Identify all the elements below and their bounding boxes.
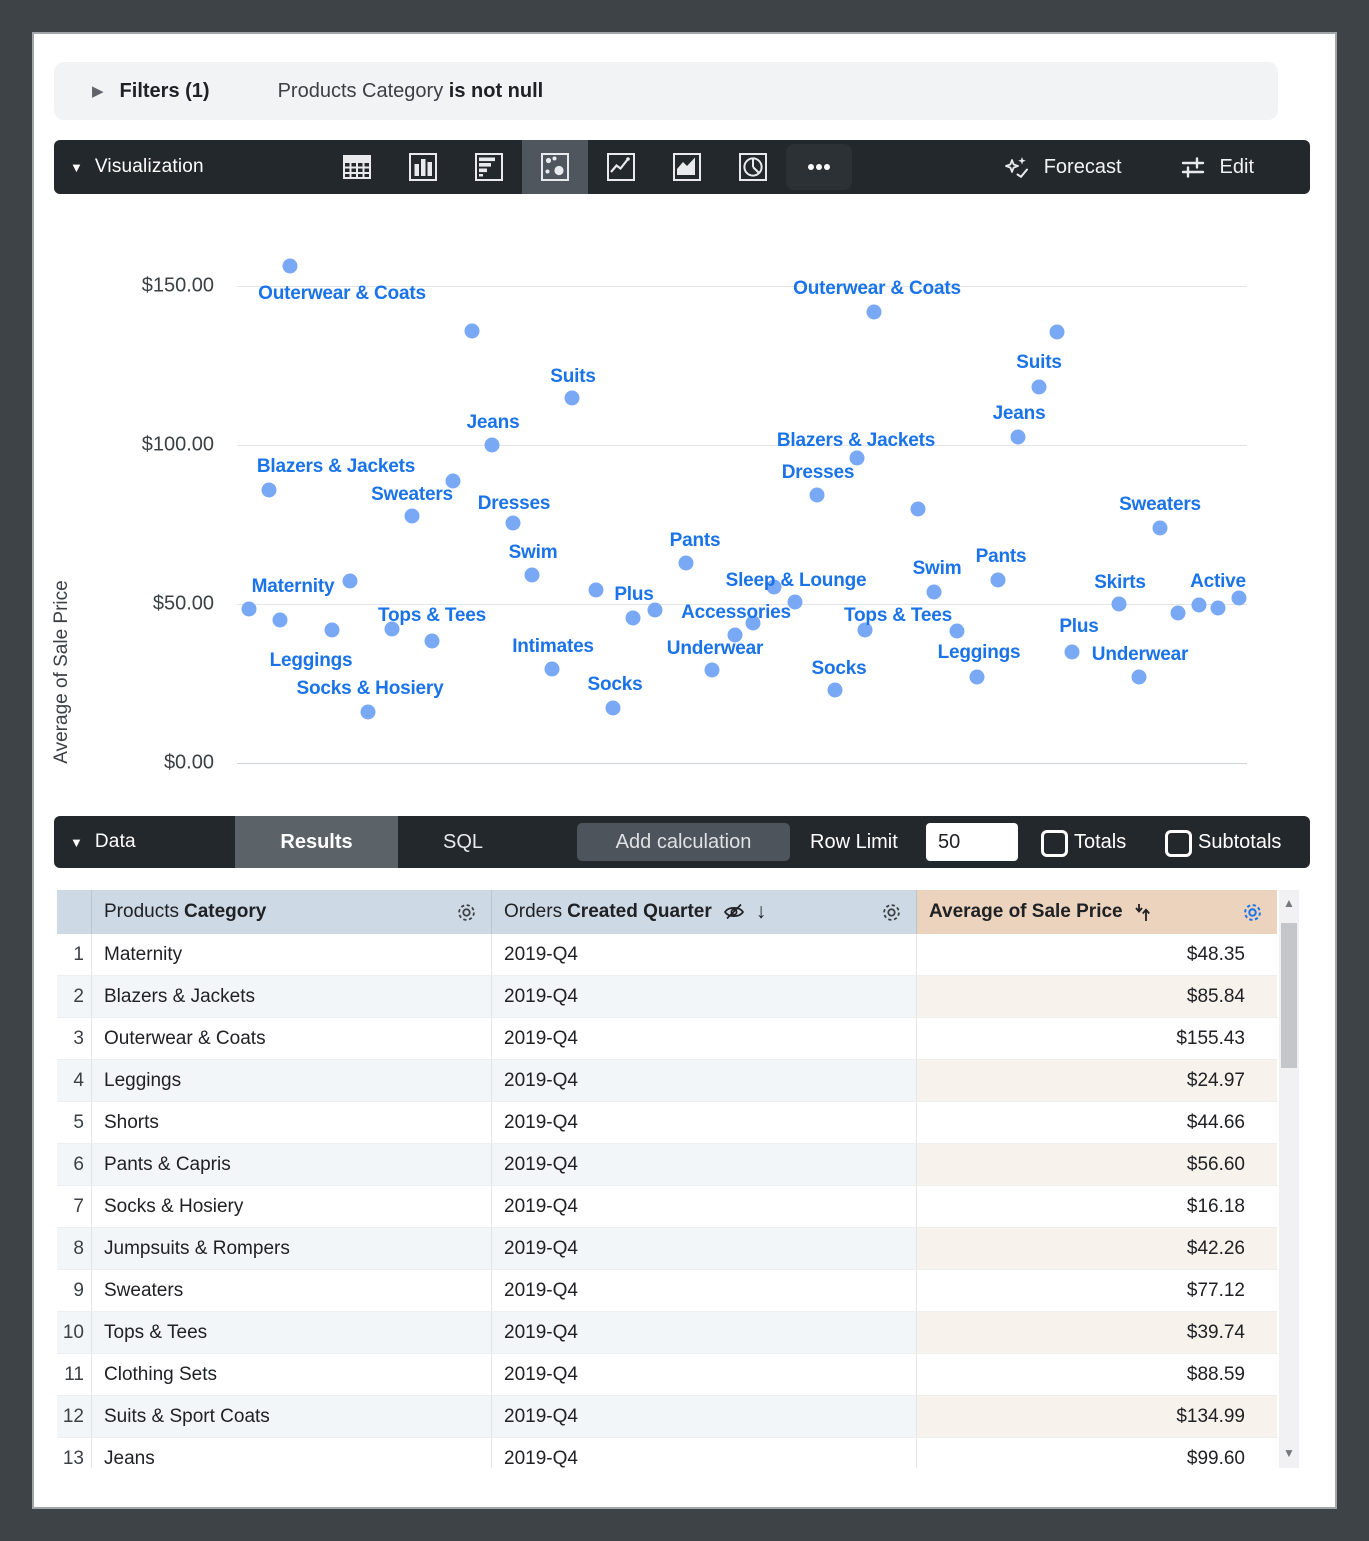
tab-sql[interactable] <box>418 816 508 868</box>
add-calculation-button[interactable] <box>577 823 790 861</box>
scatter-point[interactable] <box>343 573 358 588</box>
column-chart-icon[interactable] <box>390 140 456 194</box>
scatter-point[interactable] <box>911 502 926 517</box>
category-cell[interactable]: Jeans <box>92 1438 492 1468</box>
price-cell[interactable]: $44.66 <box>917 1102 1277 1144</box>
table-row <box>57 1354 1277 1396</box>
row-number-cell: 13 <box>57 1438 92 1468</box>
category-cell[interactable]: Suits & Sport Coats <box>92 1396 492 1438</box>
point-label: Intimates <box>512 636 594 657</box>
table-header-row <box>57 890 1277 934</box>
point-label: Socks <box>587 674 643 695</box>
table-row <box>57 1438 1277 1468</box>
row-limit-label: Row Limit <box>810 830 898 853</box>
scatter-point[interactable] <box>1153 521 1168 536</box>
category-cell[interactable]: Sweaters <box>92 1270 492 1312</box>
table-row <box>57 1396 1277 1438</box>
scatter-point[interactable] <box>1211 600 1226 615</box>
table-row <box>57 1312 1277 1354</box>
tab-sql-label: SQL <box>442 830 484 853</box>
scrollbar-thumb[interactable] <box>1281 923 1297 1068</box>
scatter-point[interactable] <box>1065 645 1080 660</box>
category-cell[interactable]: Pants & Capris <box>92 1144 492 1186</box>
forecast-label: Forecast <box>1043 155 1122 178</box>
point-label: Blazers & Jackets <box>776 430 936 451</box>
point-label: Leggings <box>937 642 1021 663</box>
price-cell[interactable]: $88.59 <box>917 1354 1277 1396</box>
column-view-name: Orders <box>504 901 563 922</box>
y-tick-label: $0.00 <box>163 751 214 773</box>
totals-label: Totals <box>1074 830 1127 853</box>
visualization-title[interactable]: Visualization <box>94 156 204 177</box>
scatter-point[interactable] <box>273 613 288 628</box>
quarter-cell[interactable]: 2019-Q4 <box>492 1186 917 1228</box>
price-cell[interactable]: $16.18 <box>917 1186 1277 1228</box>
price-cell[interactable]: $48.35 <box>917 934 1277 976</box>
point-label: Swim <box>912 558 962 579</box>
point-label: Sleep & Lounge <box>725 570 867 591</box>
y-tick-label: $100.00 <box>141 433 214 455</box>
table-icon[interactable] <box>324 140 390 194</box>
gridline <box>237 763 1247 764</box>
y-axis-title: Average of Sale Price <box>51 580 72 764</box>
quarter-cell[interactable]: 2019-Q4 <box>492 1270 917 1312</box>
price-cell[interactable]: $134.99 <box>917 1396 1277 1438</box>
scatter-point[interactable] <box>705 662 720 677</box>
scatter-point[interactable] <box>1192 598 1207 613</box>
scatter-point[interactable] <box>545 662 560 677</box>
row-number-cell: 9 <box>57 1270 92 1312</box>
point-label: Blazers & Jackets <box>256 456 416 477</box>
add-calculation-label: Add calculation <box>615 830 752 853</box>
filter-field: Products Category <box>277 79 444 102</box>
point-label: Tops & Tees <box>844 605 952 626</box>
scatter-point[interactable] <box>1032 379 1047 394</box>
edit-button[interactable] <box>1178 152 1254 182</box>
price-cell[interactable]: $99.60 <box>917 1438 1277 1468</box>
point-label: Leggings <box>269 650 353 671</box>
column-header-products-category[interactable] <box>92 890 492 934</box>
results-table <box>57 890 1277 1468</box>
scatter-point[interactable] <box>506 516 521 531</box>
price-cell[interactable]: $24.97 <box>917 1060 1277 1102</box>
forecast-icon <box>1002 152 1032 182</box>
row-number-cell: 2 <box>57 976 92 1018</box>
y-tick-label: $50.00 <box>152 592 214 614</box>
gridline <box>237 445 1247 446</box>
row-number-cell: 12 <box>57 1396 92 1438</box>
row-number-cell: 7 <box>57 1186 92 1228</box>
sort-desc-icon[interactable]: ↓ <box>755 900 767 923</box>
scatter-point[interactable] <box>425 634 440 649</box>
point-label: Outerwear & Coats <box>258 283 426 304</box>
price-cell[interactable]: $42.26 <box>917 1228 1277 1270</box>
table-row <box>57 1060 1277 1102</box>
data-title[interactable]: Data <box>94 831 136 852</box>
price-cell[interactable]: $56.60 <box>917 1144 1277 1186</box>
scatter-point[interactable] <box>1011 429 1026 444</box>
quarter-cell[interactable]: 2019-Q4 <box>492 1060 917 1102</box>
point-label: Pants <box>975 546 1027 567</box>
scatter-point[interactable] <box>927 585 942 600</box>
row-number-cell: 6 <box>57 1144 92 1186</box>
filter-summary <box>278 80 544 103</box>
quarter-cell[interactable]: 2019-Q4 <box>492 1144 917 1186</box>
tab-results-label: Results <box>280 830 353 853</box>
scatter-point[interactable] <box>242 601 257 616</box>
caret-down-icon[interactable]: ▼ <box>70 159 83 175</box>
row-number-cell: 8 <box>57 1228 92 1270</box>
data-bar <box>54 816 1310 868</box>
table-scrollbar[interactable] <box>1279 890 1299 1468</box>
category-cell[interactable]: Clothing Sets <box>92 1354 492 1396</box>
caret-right-icon[interactable]: ▶ <box>92 83 104 100</box>
row-number-cell: 3 <box>57 1018 92 1060</box>
point-label: Plus <box>614 584 654 605</box>
quarter-cell[interactable]: 2019-Q4 <box>492 1396 917 1438</box>
quarter-cell[interactable]: 2019-Q4 <box>492 1102 917 1144</box>
column-field-name: Category <box>183 901 267 922</box>
scatter-point[interactable] <box>1050 324 1065 339</box>
scatter-point[interactable] <box>262 482 277 497</box>
gear-icon[interactable] <box>879 900 904 925</box>
column-field-name: Created Quarter <box>567 901 712 922</box>
subtotals-label: Subtotals <box>1198 830 1282 853</box>
explore-panel <box>32 32 1337 1509</box>
row-number-cell: 1 <box>57 934 92 976</box>
scatter-point[interactable] <box>361 704 376 719</box>
filters-bar[interactable] <box>54 62 1278 120</box>
table-row <box>57 1102 1277 1144</box>
gear-icon[interactable] <box>454 900 479 925</box>
caret-down-icon[interactable]: ▼ <box>70 834 83 850</box>
scatter-point[interactable] <box>485 438 500 453</box>
point-label: Jeans <box>992 403 1046 424</box>
point-label: Dresses <box>477 493 551 514</box>
filter-condition: is not null <box>448 79 544 102</box>
table-row <box>57 934 1277 976</box>
row-limit-input[interactable] <box>926 823 1018 861</box>
point-label: Suits <box>1016 352 1062 373</box>
category-cell[interactable]: Blazers & Jackets <box>92 976 492 1018</box>
point-label: Underwear <box>666 638 764 659</box>
category-cell[interactable]: Tops & Tees <box>92 1312 492 1354</box>
pie-chart-icon[interactable] <box>720 140 786 194</box>
category-cell[interactable]: Jumpsuits & Rompers <box>92 1228 492 1270</box>
row-number-cell: 5 <box>57 1102 92 1144</box>
edit-label: Edit <box>1219 155 1254 178</box>
subtotals-checkbox[interactable] <box>1165 830 1192 857</box>
table-row <box>57 1270 1277 1312</box>
point-label: Active <box>1190 571 1246 592</box>
viz-actions <box>1002 140 1310 194</box>
line-chart-icon[interactable] <box>588 140 654 194</box>
scatter-point[interactable] <box>828 682 843 697</box>
scatter-point[interactable] <box>970 669 985 684</box>
bar-chart-icon[interactable] <box>456 140 522 194</box>
scatter-point[interactable] <box>589 583 604 598</box>
point-label: Dresses <box>781 462 855 483</box>
viz-type-strip <box>324 140 852 194</box>
scatter-point[interactable] <box>565 391 580 406</box>
scatter-chart <box>34 194 1337 816</box>
scatter-point[interactable] <box>283 259 298 274</box>
quarter-cell[interactable]: 2019-Q4 <box>492 1228 917 1270</box>
table-row <box>57 1186 1277 1228</box>
point-label: Plus <box>1059 616 1099 637</box>
point-label: Tops & Tees <box>378 605 486 626</box>
visualization-bar <box>54 140 1310 194</box>
table-row <box>57 1228 1277 1270</box>
scroll-up-icon[interactable]: ▲ <box>1283 896 1295 910</box>
scroll-down-icon[interactable]: ▼ <box>1283 1446 1295 1460</box>
point-label: Pants <box>669 530 721 551</box>
scatter-point[interactable] <box>465 323 480 338</box>
quarter-cell[interactable]: 2019-Q4 <box>492 1438 917 1468</box>
price-cell[interactable]: $85.84 <box>917 976 1277 1018</box>
point-label: Socks & Hosiery <box>296 678 444 699</box>
table-body <box>57 934 1277 1468</box>
table-row <box>57 1018 1277 1060</box>
point-label: Skirts <box>1094 572 1146 593</box>
price-cell[interactable]: $39.74 <box>917 1312 1277 1354</box>
point-label: Outerwear & Coats <box>793 278 961 299</box>
row-number-cell: 11 <box>57 1354 92 1396</box>
quarter-cell[interactable]: 2019-Q4 <box>492 1312 917 1354</box>
category-cell[interactable]: Maternity <box>92 934 492 976</box>
table-row <box>57 1144 1277 1186</box>
scatter-point[interactable] <box>1171 606 1186 621</box>
table-row <box>57 976 1277 1018</box>
point-label: Jeans <box>466 412 520 433</box>
price-cell[interactable]: $77.12 <box>917 1270 1277 1312</box>
scatter-point[interactable] <box>606 701 621 716</box>
column-view-name: Products <box>104 901 179 922</box>
totals-checkbox[interactable] <box>1041 830 1068 857</box>
quarter-cell[interactable]: 2019-Q4 <box>492 1018 917 1060</box>
sort-arrows-icon[interactable] <box>1133 900 1155 924</box>
more-icon[interactable] <box>786 144 852 190</box>
row-number-header <box>57 890 92 934</box>
category-cell[interactable]: Outerwear & Coats <box>92 1018 492 1060</box>
row-number-cell: 10 <box>57 1312 92 1354</box>
quarter-cell[interactable]: 2019-Q4 <box>492 1354 917 1396</box>
point-label: Accessories <box>681 602 791 623</box>
quarter-cell[interactable]: 2019-Q4 <box>492 976 917 1018</box>
scatter-point[interactable] <box>679 556 694 571</box>
scatter-point[interactable] <box>1132 669 1147 684</box>
eye-slash-icon[interactable] <box>722 901 746 923</box>
forecast-button[interactable] <box>1002 152 1122 182</box>
tab-results[interactable] <box>235 816 398 868</box>
point-label: Swim <box>508 542 558 563</box>
point-label: Sweaters <box>371 484 453 505</box>
tune-icon <box>1178 152 1208 182</box>
point-label: Suits <box>550 366 596 387</box>
scatter-point[interactable] <box>810 488 825 503</box>
category-cell[interactable]: Shorts <box>92 1102 492 1144</box>
scatter-point[interactable] <box>1112 597 1127 612</box>
category-cell[interactable]: Leggings <box>92 1060 492 1102</box>
point-label: Socks <box>811 658 867 679</box>
column-field-name: Average of Sale Price <box>929 901 1123 922</box>
scatter-point[interactable] <box>405 509 420 524</box>
quarter-cell[interactable]: 2019-Q4 <box>492 934 917 976</box>
scatter-point[interactable] <box>525 567 540 582</box>
point-label: Underwear <box>1091 644 1189 665</box>
point-label: Sweaters <box>1119 494 1201 515</box>
scatter-chart-icon[interactable] <box>522 140 588 194</box>
column-header-orders-created-quarter[interactable] <box>492 890 917 934</box>
scatter-point[interactable] <box>867 304 882 319</box>
price-cell[interactable]: $155.43 <box>917 1018 1277 1060</box>
point-label: Maternity <box>251 576 335 597</box>
scatter-point[interactable] <box>325 622 340 637</box>
gear-icon[interactable] <box>1240 900 1265 925</box>
filters-toggle-label[interactable]: Filters (1) <box>119 79 210 102</box>
scatter-point[interactable] <box>626 611 641 626</box>
column-header-average-sale-price[interactable] <box>917 890 1277 934</box>
category-cell[interactable]: Socks & Hosiery <box>92 1186 492 1228</box>
scatter-point[interactable] <box>991 572 1006 587</box>
y-tick-label: $150.00 <box>141 274 214 296</box>
row-number-cell: 4 <box>57 1060 92 1102</box>
area-chart-icon[interactable] <box>654 140 720 194</box>
